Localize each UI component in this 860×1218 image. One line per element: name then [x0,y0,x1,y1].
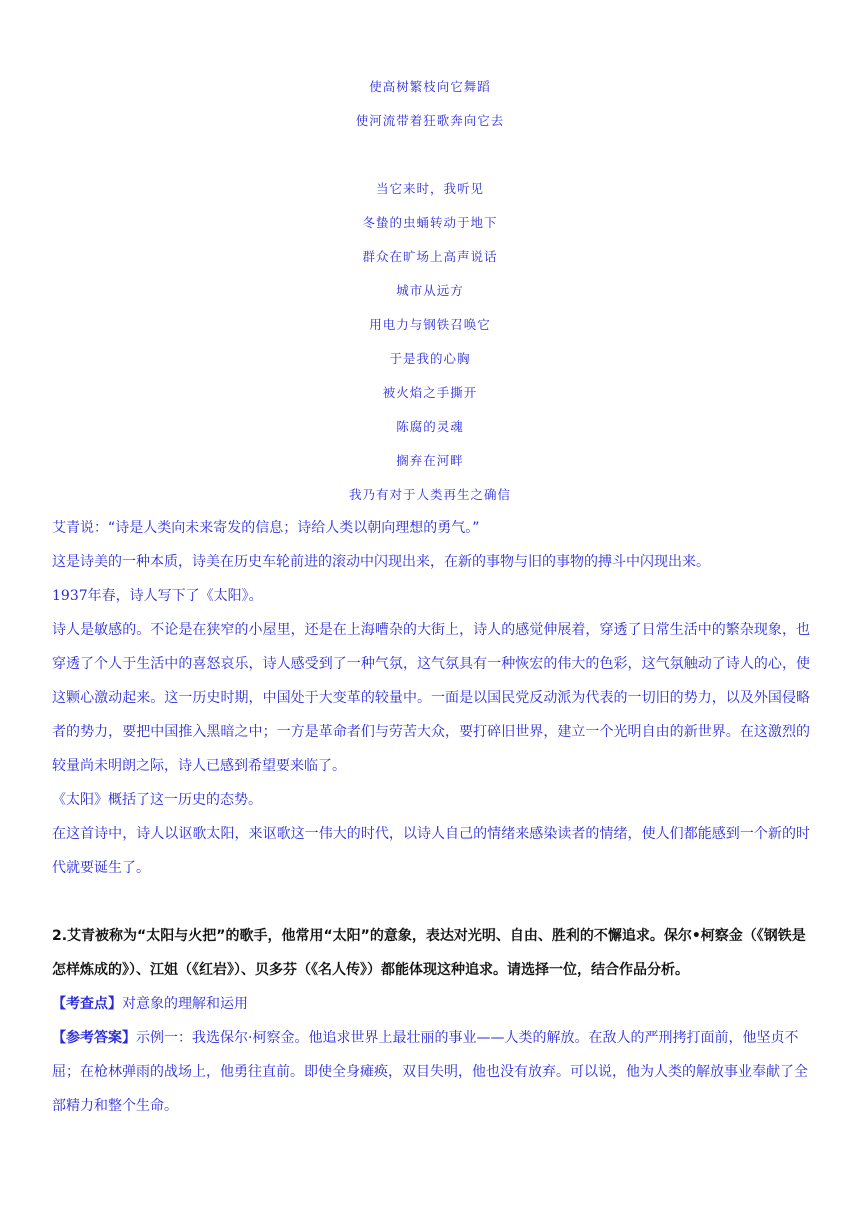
poem-line: 我乃有对于人类再生之确信 [348,487,511,502]
year-line [52,579,810,613]
poem-line: 用电力与钢铁召唤它 [369,317,491,332]
answer-text: 示例一：我选保尔·柯察金。他追求世界上最壮丽的事业——人类的解放。在敌人的严刑拷打面前，他坚贞不屈；在枪林弹雨的战场上，他勇往直前。即使全身瘫痪，双目失明，他也没有放弃。可以说，他为人类的解放事业奉献了全部精力和整个生命。 [52,1030,808,1114]
answer-tag: 【参考答案】 [52,1030,136,1046]
aiqing-quote: 艾青说：“诗是人类向未来寄发的信息；诗给人类以朝向理想的勇气。” [52,520,480,536]
poem-line: 城市从远方 [396,283,464,298]
year-number: 1937 [52,588,88,604]
year-text: 年春，诗人写下了《太阳》。 [87,588,263,604]
poem-line: 冬蛰的虫蛹转动于地下 [362,215,498,230]
poem-line: 当它来时，我听见 [375,181,484,196]
poem-line: 被火焰之手撕开 [382,385,478,400]
poetry-essence: 这是诗美的一种本质，诗美在历史车轮前进的滚动中闪现出来，在新的事物与旧的事物的搏斗中闪现出来。 [52,554,710,570]
exam-point-tag: 【考查点】 [52,996,122,1012]
analysis-paragraph: 诗人是敏感的。不论是在狭窄的小屋里，还是在上海嘈杂的大街上，诗人的感觉伸展着，穿透了日常生活中的繁杂现象，也穿透了个人于生活中的喜怒哀乐，诗人感受到了一种气氛，这气氛具有一种恢宏的伟大的色彩，这气氛触动了诗人的心，使这颗心激动起来。这一历史时期，中国处于大变革的较量中。一面是以国民党反动派为代表的一切旧的势力，以及外国侵略者的势力，要把中国推入黑暗之中；一方是革命者们与劳苦大众，要打碎旧世界，建立一个光明自由的新世界。在这激烈的较量尚未明朗之际，诗人已感到希望要来临了。 [52,622,810,774]
analysis-section [52,511,810,885]
poem-line: 陈腐的灵魂 [396,419,464,434]
analysis-summary: 《太阳》概括了这一历史的态势。 [52,792,262,808]
poem-line: 群众在旷场上高声说话 [362,249,498,264]
poem-line: 使河流带着狂歌奔向它去 [355,113,505,128]
exam-point-text: 对意象的理解和运用 [122,996,248,1012]
analysis-paragraph: 在这首诗中，诗人以讴歌太阳，来讴歌这一伟大的时代，以诗人自己的情绪来感染读者的情绪，使人们都能感到一个新的时代就要诞生了。 [52,826,810,876]
question-2 [52,919,810,1123]
exam-point [52,987,810,1021]
question-title: 2.艾青被称为“太阳与火把”的歌手，他常用“太阳”的意象，表达对光明、自由、胜利的不懈追求。保尔•柯察金（《钢铁是怎样炼成的》）、江姐（《红岩》）、贝多芬（《名人传》）都能体现这种追求。请选择一位，结合作品分析。 [52,928,806,978]
poem-line: 于是我的心胸 [389,351,471,366]
reference-answer [52,1021,810,1123]
poem-line: 搁弃在河畔 [396,453,464,468]
poem-line: 使高树繁枝向它舞蹈 [369,79,491,94]
